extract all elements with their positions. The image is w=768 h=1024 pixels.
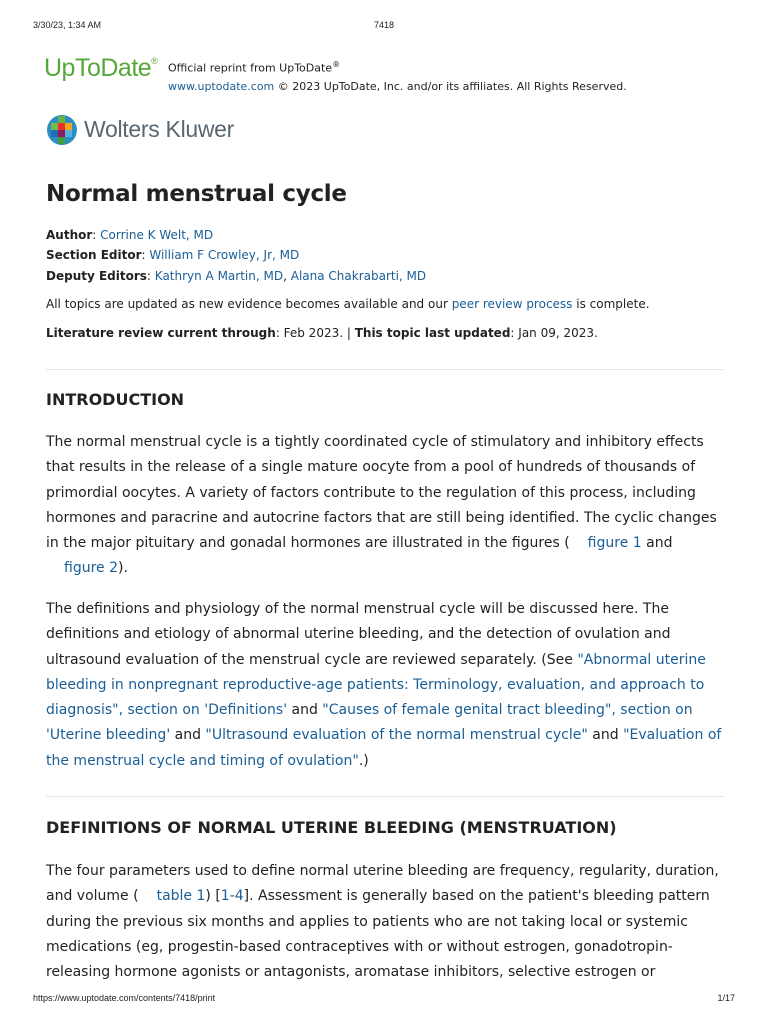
intro-p2-and-1: and [287, 702, 323, 719]
print-datetime: 3/30/23, 1:34 AM [33, 20, 102, 30]
reprint-notice [168, 56, 627, 96]
genital-tract-bleeding-link[interactable]: "Causes of female genital tract bleeding", section on 'Uterine bleeding' [46, 702, 693, 744]
reference-1-4-link[interactable]: 1-4 [220, 888, 244, 905]
deputy-editors-line: Deputy Editors: Kathryn A Martin, MD, Alana Chakrabarti, MD [46, 269, 427, 283]
update-notice [46, 297, 650, 311]
wolters-kluwer-logo-icon [46, 114, 78, 146]
abnormal-uterine-bleeding-link[interactable]: "Abnormal uterine bleeding in nonpregnant reproductive-age patients: Terminology, evaluation, and approach to diagnosis", section on 'Definitions' [46, 651, 706, 719]
page-title: Normal menstrual cycle [46, 181, 347, 207]
last-updated-value: : Jan 09, 2023. [510, 326, 598, 340]
reprint-mark: ® [332, 60, 341, 69]
update-notice-pre: All topics are updated as new evidence becomes available and our [46, 297, 452, 311]
deputy-editors-label: Deputy Editors [46, 269, 147, 283]
ovulation-timing-link[interactable]: "Evaluation of the menstrual cycle and timing of ovulation" [46, 727, 722, 769]
definitions-p1-mid: ) [ [205, 888, 221, 905]
deputy-editor-2-link[interactable]: Alana Chakrabarti, MD [290, 269, 427, 283]
update-notice-post: is complete. [572, 297, 650, 311]
reprint-line: Official reprint from UpToDate [168, 61, 333, 75]
intro-p2-and-2: and [170, 727, 206, 744]
definitions-p1-text: The four parameters used to define normal uterine bleeding are frequency, regularity, duration, and volume ( [46, 863, 719, 905]
author-link[interactable]: Corrine K Welt, MD [100, 228, 214, 242]
lit-review-label: Literature review current through [46, 326, 276, 340]
definitions-heading: DEFINITIONS OF NORMAL UTERINE BLEEDING (MENSTRUATION) [46, 818, 617, 837]
uptodate-logo-mark: ® [151, 56, 158, 66]
section-divider [46, 796, 724, 797]
uptodate-site-link[interactable]: www.uptodate.com [168, 79, 275, 93]
section-editor-link[interactable]: William F Crowley, Jr, MD [149, 248, 300, 262]
section-divider [46, 369, 724, 370]
uptodate-logo-text: UpToDate [44, 54, 152, 82]
table-1-link[interactable]: table 1 [156, 888, 206, 905]
author-line: Author: Corrine K Welt, MD [46, 228, 214, 242]
lit-review-value: : Feb 2023. | [275, 326, 355, 340]
section-editor-line: Section Editor: William F Crowley, Jr, MD [46, 248, 300, 262]
figure-1-link[interactable]: figure 1 [587, 535, 642, 552]
intro-p2-end: .) [358, 752, 369, 769]
copyright-text: © 2023 UpToDate, Inc. and/or its affiliates. All Rights Reserved. [274, 79, 627, 93]
ultrasound-evaluation-link[interactable]: "Ultrasound evaluation of the normal menstrual cycle" [205, 727, 588, 744]
figure-2-link[interactable]: figure 2 [64, 560, 118, 577]
intro-heading: INTRODUCTION [46, 390, 185, 409]
intro-p1-text: The normal menstrual cycle is a tightly coordinated cycle of stimulatory and inhibitory effects that results in the release of a single mature oocyte from a pool of hundreds of thousands of primordial oocytes. A variety of factors contribute to the regulation of this process, including hormones and paracrine and autocrine factors that are still being identified. The cyclic changes in the major pituitary and gonadal hormones are illustrated in the figures ( [46, 434, 717, 552]
intro-p2-and-3: and [587, 727, 624, 744]
author-label: Author [46, 228, 93, 242]
intro-p1-end: ). [118, 560, 128, 577]
peer-review-link[interactable]: peer review process [451, 297, 573, 311]
print-url: https://www.uptodate.com/contents/7418/print [33, 993, 216, 1003]
intro-paragraph-1 [46, 430, 726, 582]
deputy-editor-1-link[interactable]: Kathryn A Martin, MD [154, 269, 284, 283]
brand-header [46, 54, 726, 94]
definitions-paragraph-1 [46, 859, 726, 985]
review-dates [46, 326, 598, 340]
print-doc-id: 7418 [373, 20, 395, 30]
last-updated-label: This topic last updated [354, 326, 511, 340]
section-editor-label: Section Editor [46, 248, 142, 262]
intro-p2-text: The definitions and physiology of the normal menstrual cycle will be discussed here. The definitions and etiology of abnormal uterine bleeding, and the detection of ovulation and ultrasound evaluation of the menstrual cycle are reviewed separately. (See [46, 601, 671, 668]
uptodate-logo [44, 54, 157, 83]
intro-paragraph-2 [46, 597, 726, 774]
definitions-p1-rest: ]. Assessment is generally based on the patient's bleeding pattern during the previous six months and applies to patients who are not taking local or systemic medications (eg, progestin-based contraceptives with or without estrogen, gonadotropin-releasing hormone agonists or antagonists, aromatase inhibitors, selective estrogen or [46, 888, 710, 981]
intro-p1-and: and [641, 535, 673, 552]
wolters-kluwer-name: Wolters Kluwer [84, 116, 235, 142]
publisher-logo [46, 114, 346, 146]
print-page-number: 1/17 [717, 993, 735, 1003]
